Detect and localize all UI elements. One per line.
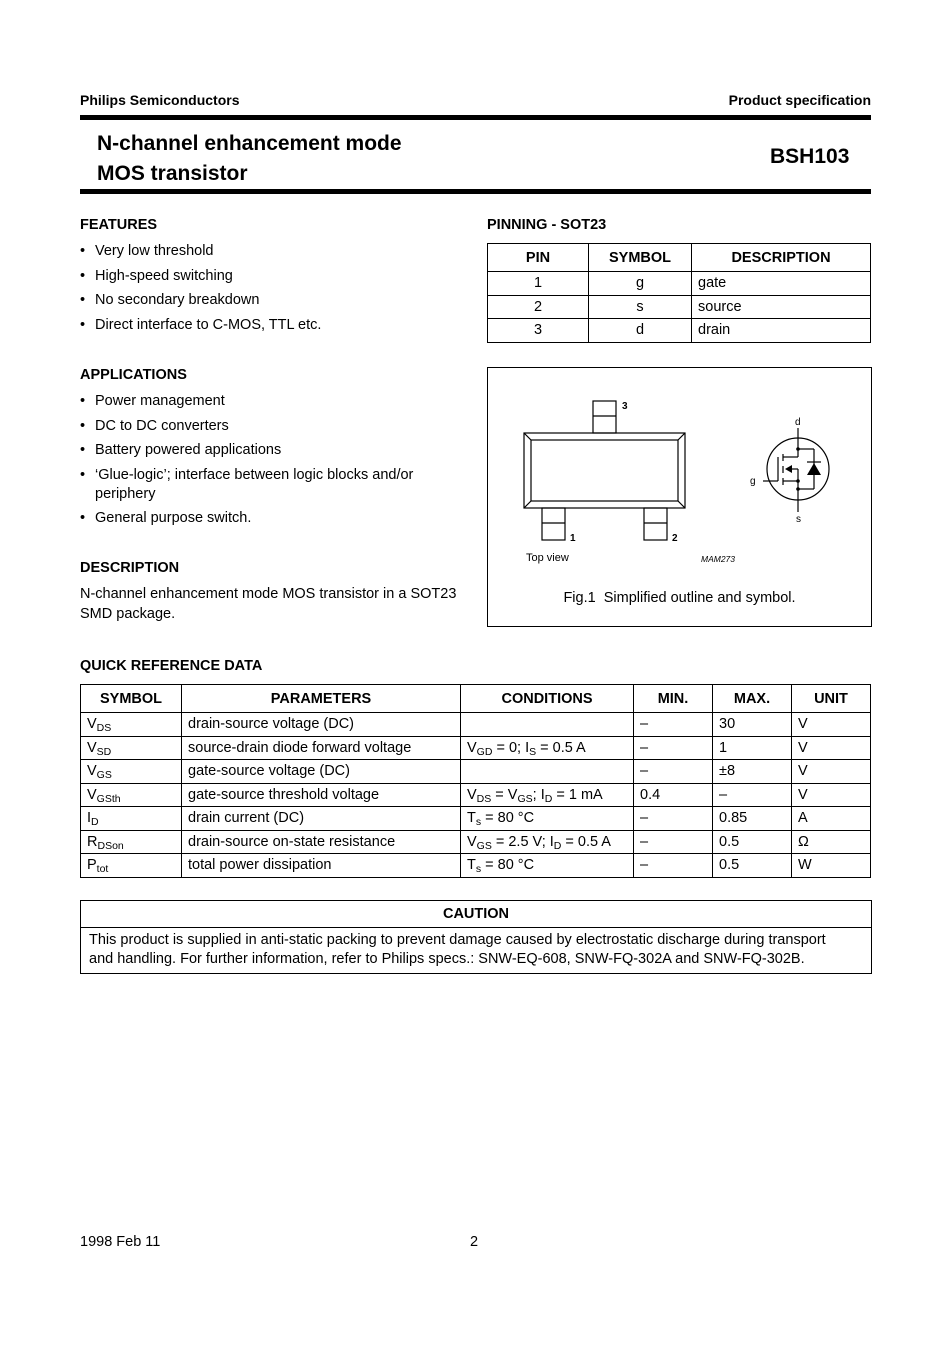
figure-code-label: MAM273 (701, 554, 736, 564)
title-line-1: N-channel enhancement mode (97, 132, 402, 155)
caution-title: CAUTION (81, 901, 871, 928)
description-heading: DESCRIPTION (80, 560, 180, 576)
symbol-cell: $P_{tot}$ (81, 854, 182, 878)
pin-3-label: 3 (622, 401, 628, 412)
applications-list (80, 392, 455, 528)
column-header: UNIT (792, 685, 871, 713)
symbol-cell: $V_{GSth}$ (81, 783, 182, 807)
list-item: • General purpose switch. (80, 510, 252, 526)
conditions-cell: $T_s = 80$ °C (461, 807, 634, 831)
figure-box (487, 367, 872, 627)
quick-ref-heading: QUICK REFERENCE DATA (80, 658, 263, 674)
list-item: • High-speed switching (80, 267, 233, 284)
list-item: • Power management (80, 393, 225, 409)
conditions-cell: $V_{GS} = 2.5$ V; $I_D = 0.5$ A (461, 830, 634, 854)
table-row: 1 g gate (488, 272, 871, 296)
part-number: BSH103 (770, 145, 850, 168)
pin-2-label: 2 (672, 533, 678, 544)
table-header-row (81, 685, 871, 713)
title-line-2: MOS transistor (97, 162, 248, 185)
description-section (80, 560, 480, 624)
table-row: $R_{DSon}$ drain-source on-state resistance $V_{GS} = 2.5$ V; $I_D = 0.5$ A – 0.5 Ω (81, 830, 871, 854)
conditions-cell: $T_s = 80$ °C (461, 854, 634, 878)
column-header: DESCRIPTION (692, 244, 871, 272)
pinning-table (487, 243, 871, 343)
top-view-label: Top view (526, 552, 569, 564)
diode-triangle-icon (807, 463, 821, 475)
features-heading: FEATURES (80, 217, 158, 233)
column-header: SYMBOL (589, 244, 692, 272)
list-item: • ‘Glue-logic’; interface between logic blocks and/or periphery (80, 466, 414, 502)
pinning-heading: PINNING - SOT23 (487, 217, 607, 233)
gate-label: g (750, 476, 756, 487)
caution-box (80, 900, 872, 974)
features-section (80, 217, 470, 340)
table-row: $V_{DS}$ drain-source voltage (DC) – 30 V (81, 713, 871, 737)
table-header-row (488, 244, 871, 272)
table-row: $V_{SD}$ source-drain diode forward voltage $V_{GD} = 0$; $I_S = 0.5$ A – 1 V (81, 736, 871, 760)
list-item: • Direct interface to C-MOS, TTL etc. (80, 316, 322, 333)
header-rule-bottom (80, 189, 871, 194)
document-title (97, 129, 402, 189)
list-item: • Battery powered applications (80, 442, 282, 458)
source-label: s (796, 514, 801, 525)
pin-1-label: 1 (570, 533, 576, 544)
figure-caption: Fig.1 Simplified outline and symbol. (563, 590, 796, 606)
symbol-cell: $V_{DS}$ (81, 713, 182, 737)
column-header: PIN (488, 244, 589, 272)
header-company: Philips Semiconductors (80, 92, 240, 108)
list-item: • Very low threshold (80, 243, 214, 259)
page-number: 2 (470, 1234, 479, 1250)
footer-date: 1998 Feb 11 (80, 1234, 161, 1250)
list-item: • DC to DC converters (80, 417, 229, 434)
applications-heading: APPLICATIONS (80, 367, 187, 383)
column-header: MIN. (634, 685, 713, 713)
mosfet-symbol-icon (763, 428, 829, 512)
table-row: $V_{GS}$ gate-source voltage (DC) – ±8 V (81, 760, 871, 784)
drain-label: d (795, 417, 801, 428)
table-row: $V_{GSth}$ gate-source threshold voltage $V_{DS} = V_{GS}$; $I_D = 1$ mA 0.4 – V (81, 783, 871, 807)
header-rule-top (80, 115, 871, 120)
conditions-cell: $V_{GD} = 0$; $I_S = 0.5$ A (461, 736, 634, 760)
channel-arrow-icon (785, 465, 792, 473)
quick-ref-table (80, 684, 871, 878)
header-doc-type: Product specification (728, 92, 871, 108)
column-header: SYMBOL (81, 685, 182, 713)
table-row: 2 s source (488, 295, 871, 319)
caution-text: This product is supplied in anti-static packing to prevent damage caused by electrostatic discharge during transport and handling. For further information, refer to Philips specs.: SNW-EQ-608, SNW-FQ-302A and SNW-FQ-302B. (89, 932, 826, 967)
figure-drawing (488, 368, 871, 626)
symbol-cell: $I_D$ (81, 807, 182, 831)
sot23-outline (524, 401, 685, 540)
symbol-cell: $R_{DSon}$ (81, 830, 182, 854)
table-row: 3 d drain (488, 319, 871, 343)
column-header: PARAMETERS (182, 685, 461, 713)
list-item: • No secondary breakdown (80, 292, 260, 308)
table-row: $P_{tot}$ total power dissipation $T_s = 80$ °C – 0.5 W (81, 854, 871, 878)
column-header: CONDITIONS (461, 685, 634, 713)
symbol-cell: $V_{SD}$ (81, 736, 182, 760)
conditions-cell: $V_{DS} = V_{GS}$; $I_D = 1$ mA (461, 783, 634, 807)
column-header: MAX. (713, 685, 792, 713)
symbol-cell: $V_{GS}$ (81, 760, 182, 784)
applications-section (80, 367, 455, 534)
features-list (80, 242, 470, 335)
table-row: $I_D$ drain current (DC) $T_s = 80$ °C – 0.85 A (81, 807, 871, 831)
description-text: N-channel enhancement mode MOS transistor in a SOT23 SMD package. (80, 586, 457, 622)
